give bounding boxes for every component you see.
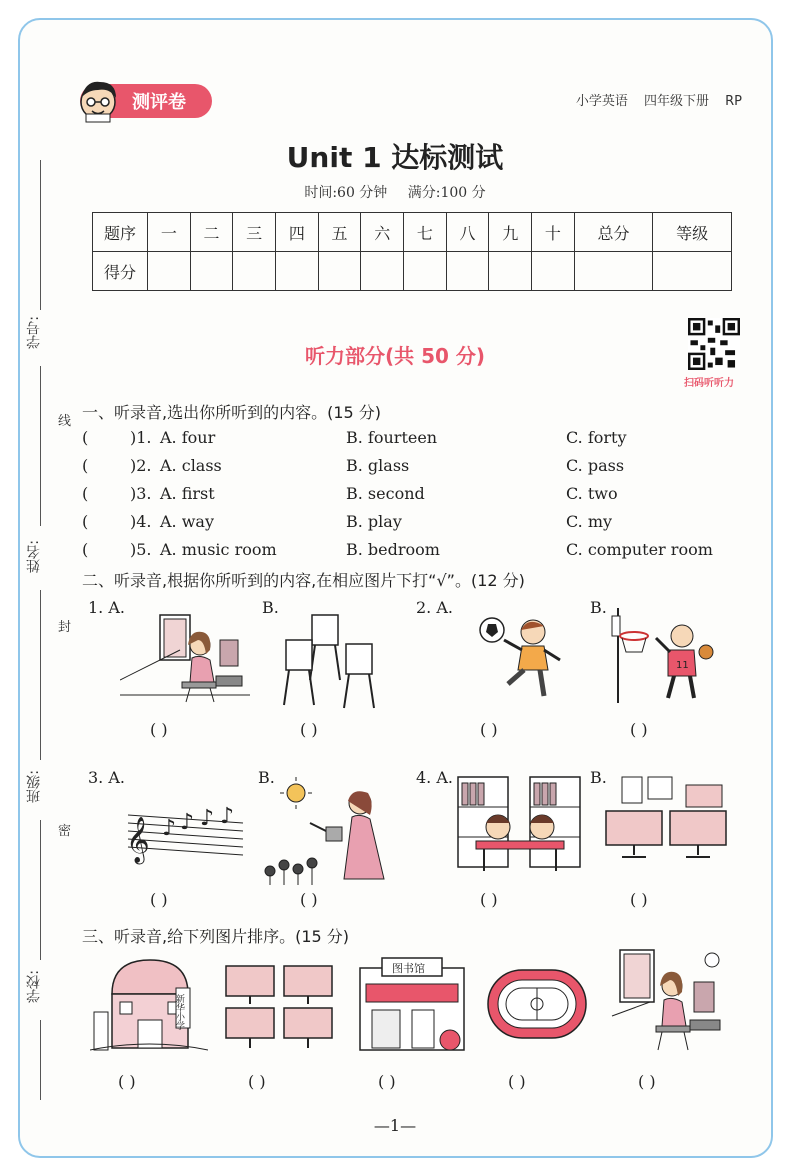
q1-item (82, 428, 742, 454)
svg-text:♪: ♪ (180, 810, 195, 835)
option-a: A. music room (160, 540, 277, 559)
option-a: A. class (160, 456, 222, 475)
q2-label: 4. A. (416, 768, 453, 787)
answer-blank[interactable]: ( ) (150, 890, 168, 909)
option-c: C. computer room (566, 540, 713, 559)
qr-label: 扫码听听力 (684, 378, 734, 389)
answer-blank[interactable]: ( (82, 484, 89, 503)
option-a: A. way (160, 512, 214, 531)
item-number: )1. (130, 428, 152, 447)
sidebar-secret-mark: 密 (58, 824, 72, 839)
school-sign: 新华小学 (174, 994, 184, 1030)
sidebar-name: 姓名: (26, 540, 42, 573)
score-cell[interactable] (404, 252, 447, 291)
q3-heading: 三、听录音,给下列图片排序。(15 分) (82, 927, 350, 946)
series-label: 小学英语 (575, 94, 628, 109)
answer-blank[interactable]: ( ) (638, 1072, 656, 1091)
score-col: 等级 (653, 213, 732, 252)
score-cell[interactable] (233, 252, 276, 291)
score-cell[interactable] (489, 252, 532, 291)
page-number: —1— (373, 1116, 417, 1135)
option-b: B. bedroom (346, 540, 440, 559)
badge-label: 测评卷 (132, 92, 186, 113)
option-c: C. pass (566, 456, 625, 475)
answer-blank[interactable]: ( ) (630, 720, 648, 739)
score-row-label: 得分 (93, 252, 148, 291)
sidebar-class: 班级: (26, 770, 42, 803)
score-cell[interactable] (190, 252, 233, 291)
item-number: )2. (130, 456, 152, 475)
library-sign: 图书馆 (392, 962, 425, 975)
score-row-label: 题序 (93, 213, 148, 252)
q1-item (82, 484, 742, 510)
item-number: )3. (130, 484, 152, 503)
q2-label: B. (262, 598, 279, 617)
item-number: )4. (130, 512, 152, 531)
running-track-picture (484, 966, 590, 1042)
option-c: C. two (566, 484, 618, 503)
score-col: 七 (404, 213, 447, 252)
score-cell[interactable] (446, 252, 489, 291)
music-notes-picture (118, 795, 248, 865)
boy-face-icon (76, 76, 120, 124)
q2-label: B. (590, 598, 607, 617)
answer-blank[interactable]: ( ) (150, 720, 168, 739)
q2-label: B. (590, 768, 607, 787)
edition-label: RP (725, 94, 742, 109)
answer-blank[interactable]: ( ) (248, 1072, 266, 1091)
q2-label: 2. A. (416, 598, 453, 617)
svg-text:11: 11 (676, 660, 689, 671)
sidebar-line (40, 1020, 41, 1100)
score-cell[interactable] (318, 252, 361, 291)
answer-blank[interactable]: ( (82, 512, 89, 531)
answer-blank[interactable]: ( ) (630, 890, 648, 909)
svg-text:𝄞: 𝄞 (126, 817, 150, 863)
q1-item (82, 456, 742, 482)
option-b: B. play (346, 512, 402, 531)
sidebar-line (40, 160, 41, 310)
sidebar-school: 学校: (26, 970, 42, 1003)
option-b: B. fourteen (346, 428, 438, 447)
answer-blank[interactable]: ( ) (378, 1072, 396, 1091)
score-table (92, 212, 732, 291)
computer-room-picture (222, 960, 340, 1052)
score-col: 总分 (574, 213, 653, 252)
answer-blank[interactable]: ( ) (480, 720, 498, 739)
test-badge (80, 84, 212, 118)
sidebar-line (40, 590, 41, 760)
score-cell[interactable] (653, 252, 732, 291)
score-cell[interactable] (148, 252, 191, 291)
q1-item (82, 512, 742, 538)
score-table-header-row (93, 213, 732, 252)
q1-heading: 一、听录音,选出你所听到的内容。(15 分) (82, 403, 382, 422)
girl-computer-picture (120, 610, 250, 710)
q1-item (82, 540, 742, 566)
girl-computer-picture (610, 946, 728, 1054)
score-col: 二 (190, 213, 233, 252)
easels-picture (282, 610, 392, 710)
option-a: A. four (160, 428, 216, 447)
exam-time: 时间:60 分钟 (304, 185, 388, 201)
option-b: B. second (346, 484, 425, 503)
score-cell[interactable] (361, 252, 404, 291)
q2-label: 1. A. (88, 598, 125, 617)
answer-blank[interactable]: ( ) (118, 1072, 136, 1091)
option-a: A. first (160, 484, 215, 503)
score-col: 四 (276, 213, 319, 252)
svg-text:♪: ♪ (220, 804, 235, 829)
answer-blank[interactable]: ( (82, 540, 89, 559)
sidebar-line (40, 820, 41, 960)
score-table-score-row (93, 252, 732, 291)
score-col: 一 (148, 213, 191, 252)
score-cell[interactable] (532, 252, 575, 291)
q2-label: B. (258, 768, 275, 787)
header-info (564, 90, 742, 109)
sidebar-line-mark: 线 (58, 414, 72, 429)
score-col: 六 (361, 213, 404, 252)
library-reading-picture (456, 775, 584, 875)
svg-text:♪: ♪ (162, 816, 177, 841)
boy-basketball-picture (610, 608, 720, 703)
score-col: 十 (532, 213, 575, 252)
answer-blank[interactable]: ( ) (300, 720, 318, 739)
answer-blank[interactable]: ( (82, 456, 89, 475)
watering-flowers-picture (260, 775, 410, 885)
answer-blank[interactable]: ( ) (508, 1072, 526, 1091)
score-col: 九 (489, 213, 532, 252)
answer-blank[interactable]: ( ) (480, 890, 498, 909)
svg-text:♪: ♪ (200, 806, 215, 831)
option-c: C. my (566, 512, 613, 531)
exam-full-score: 满分:100 分 (407, 185, 486, 201)
score-col: 三 (233, 213, 276, 252)
item-number: )5. (130, 540, 152, 559)
sidebar-seal-mark: 封 (58, 620, 72, 635)
score-cell[interactable] (574, 252, 653, 291)
sidebar-line (40, 366, 41, 526)
exam-meta (0, 182, 790, 202)
computer-room-picture (602, 775, 730, 867)
sidebar-student-no: 学号: (26, 316, 42, 349)
option-c: C. forty (566, 428, 627, 447)
score-col: 五 (318, 213, 361, 252)
score-cell[interactable] (276, 252, 319, 291)
q2-label: 3. A. (88, 768, 125, 787)
page-title: Unit 1 达标测试 (286, 141, 504, 174)
q2-heading: 二、听录音,根据你所听到的内容,在相应图片下打“√”。(12 分) (82, 571, 525, 590)
boy-soccer-picture (478, 610, 568, 702)
listening-section-title: 听力部分(共 50 分) (304, 344, 486, 368)
option-b: B. glass (346, 456, 410, 475)
score-col: 八 (446, 213, 489, 252)
grade-label: 四年级下册 (643, 94, 709, 109)
answer-blank[interactable]: ( ) (300, 890, 318, 909)
library-building-picture (352, 954, 470, 1054)
school-building-picture (90, 954, 208, 1054)
answer-blank[interactable]: ( (82, 428, 89, 447)
